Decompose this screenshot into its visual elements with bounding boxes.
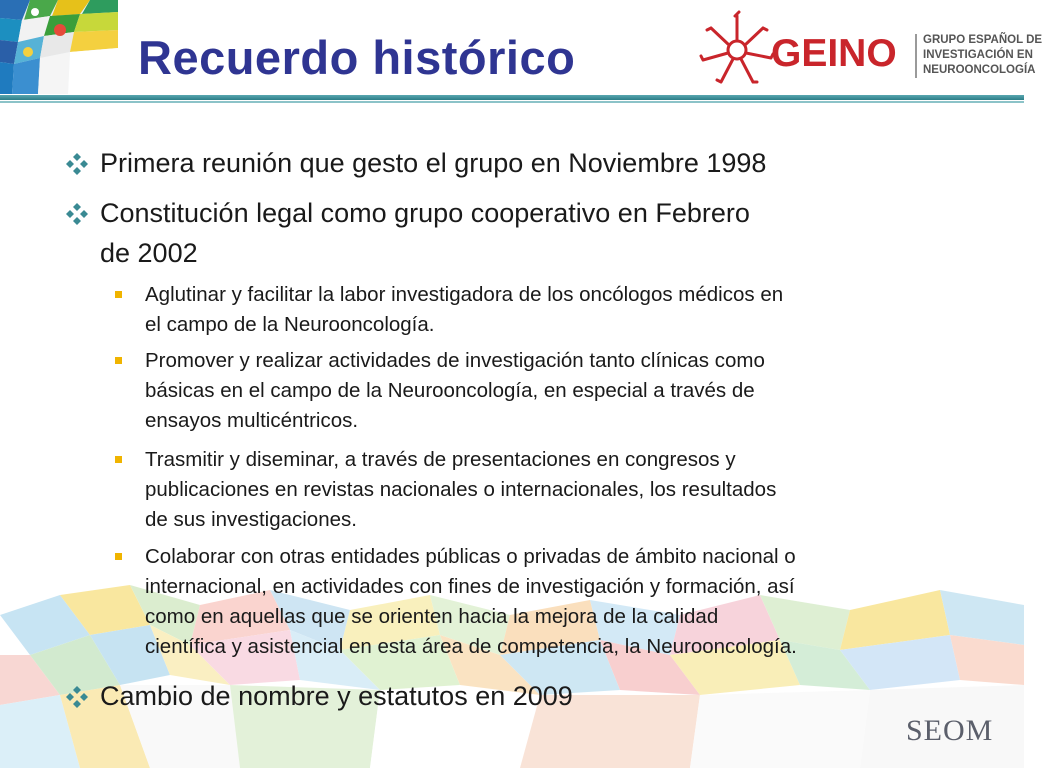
bullet-item	[100, 677, 573, 715]
sub-bullet-line: Promover y realizar actividades de investigación tanto clínicas como	[145, 349, 765, 372]
sub-bullet-line: Aglutinar y facilitar la labor investigadora de los oncólogos médicos en	[145, 283, 784, 306]
geino-logo-text: GEINO	[771, 32, 897, 75]
logo-subtitle-line: GRUPO ESPAÑOL DE	[923, 34, 1042, 46]
sub-bullet-line: internacional, en actividades con fines de investigación y formación, así	[145, 575, 795, 598]
square-bullet-icon	[115, 357, 122, 364]
bullet-text: Constitución legal como grupo cooperativo en Febrero	[100, 198, 750, 228]
diamond-bullet-icon	[66, 203, 88, 225]
sub-bullet-line: básicas en el campo de la Neurooncología, en especial a través de	[145, 379, 755, 402]
slide-title: Recuerdo histórico	[138, 31, 576, 84]
bullet-text-continuation: de 2002	[100, 238, 198, 268]
sub-bullet-line: publicaciones en revistas nacionales o internacionales, los resultados	[145, 478, 777, 501]
sub-bullet-line: de sus investigaciones.	[145, 508, 357, 531]
logo-subtitle-line: NEUROONCOLOGÍA	[923, 64, 1036, 76]
bullet-text: Cambio de nombre y estatutos en 2009	[100, 681, 573, 711]
sub-bullet-line: como en aquellas que se orienten hacia la mejora de la calidad	[145, 605, 719, 628]
square-bullet-icon	[115, 291, 122, 298]
diamond-bullet-icon	[66, 686, 88, 708]
sub-bullet-line: científica y asistencial en esta área de competencia, la Neurooncología.	[145, 635, 797, 658]
sub-bullet-line: ensayos multicéntricos.	[145, 409, 359, 432]
sub-bullet-line: Colaborar con otras entidades públicas o privadas de ámbito nacional o	[145, 545, 796, 568]
square-bullet-icon	[115, 553, 122, 560]
sub-bullet-line: Trasmitir y diseminar, a través de presentaciones en congresos y	[145, 448, 736, 471]
logo-subtitle-line: INVESTIGACIÓN EN	[923, 49, 1033, 61]
bullet-item	[100, 194, 750, 232]
bullet-text: Primera reunión que gesto el grupo en Noviembre 1998	[100, 148, 767, 178]
seom-logo: SEOM	[906, 714, 994, 747]
sub-bullet-line: el campo de la Neurooncología.	[145, 313, 435, 336]
square-bullet-icon	[115, 456, 122, 463]
diamond-bullet-icon	[66, 153, 88, 175]
bullet-item	[100, 144, 766, 182]
